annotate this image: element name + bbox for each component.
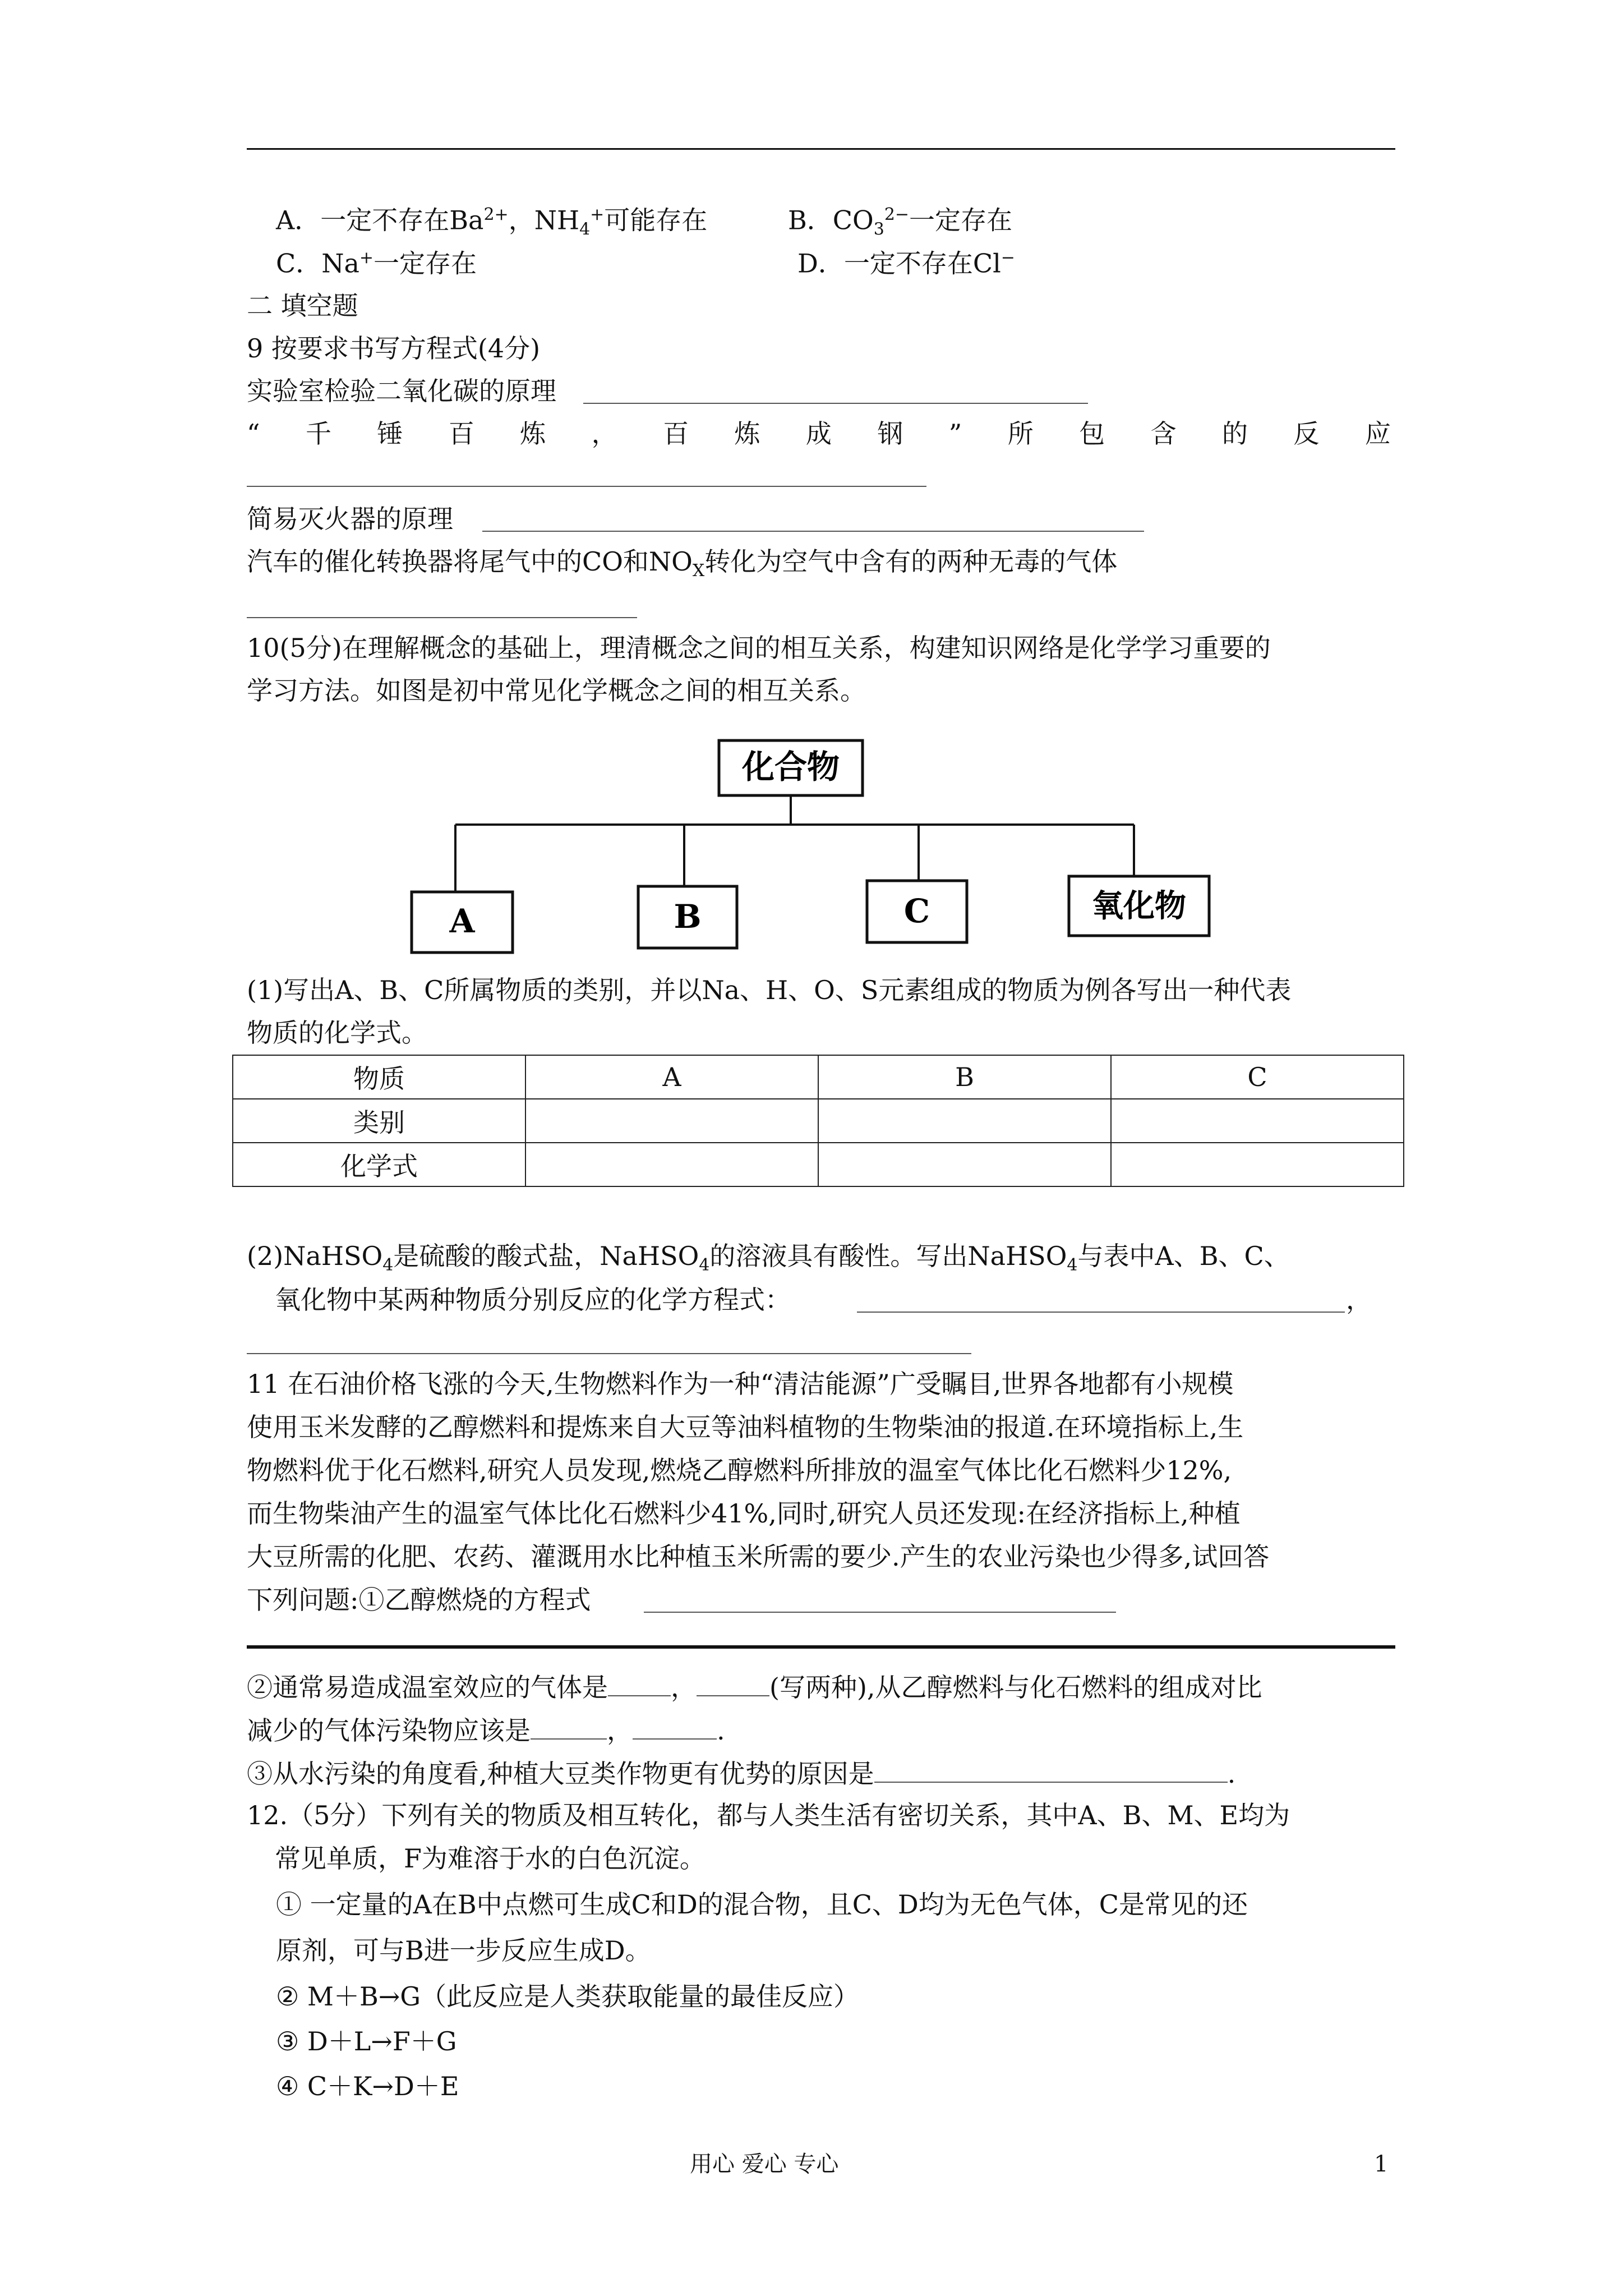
header-rule	[247, 148, 1395, 150]
q10-intro-1: 10(5分)在理解概念的基础上，理清概念之间的相互关系，构建知识网络是化学学习重要的	[247, 633, 1271, 663]
q12-item2: ② M＋B→G（此反应是人类获取能量的最佳反应）	[276, 1981, 860, 2012]
answer-blank[interactable]	[247, 486, 926, 487]
table-header-row	[233, 1055, 1404, 1099]
q9-line1: 实验室检验二氧化碳的原理	[247, 376, 556, 406]
table-row-label: 类别	[233, 1099, 525, 1143]
q12-item4: ④ C＋K→D＋E	[276, 2071, 459, 2101]
diagram-label-a: A	[449, 902, 475, 940]
diagram-label-b: B	[674, 898, 702, 936]
q10-part2-line2: 氧化物中某两种物质分别反应的化学方程式：	[275, 1285, 791, 1315]
table-header-cell: B	[818, 1055, 1111, 1099]
q11-part2-line1: ②通常易造成温室效应的气体是 ， (写两种),从乙醇燃料与化石燃料的组成对比	[247, 1672, 1262, 1703]
answer-blank[interactable]	[857, 1312, 1345, 1313]
q10-part2-line1: (2)NaHSO$_4$是硫酸的酸式盐，NaHSO$_4$的溶液具有酸性。写出NaHSO$_4$与表中A、B、C、	[247, 1241, 1290, 1276]
answer-blank[interactable]	[697, 1673, 769, 1696]
page-number: 1	[1374, 2151, 1389, 2177]
q10-part2-comma: ，	[1346, 1285, 1372, 1315]
answer-blank[interactable]	[482, 531, 1144, 532]
answer-blank[interactable]	[583, 403, 1088, 404]
table-answer-cell[interactable]	[1111, 1143, 1404, 1186]
q11-line-3: 物燃料优于化石燃料,研究人员发现,燃烧乙醇燃料所排放的温室气体比化石燃料少12%,	[247, 1455, 1232, 1485]
diagram-root-label: 化合物	[741, 748, 840, 786]
q10-intro-2: 学习方法。如图是初中常见化学概念之间的相互关系。	[247, 675, 866, 706]
table-header-cell: A	[525, 1055, 818, 1099]
table-row	[233, 1143, 1404, 1186]
q12-item3: ③ D＋L→F＋G	[276, 2026, 457, 2056]
table-row-label: 化学式	[233, 1143, 525, 1186]
q11-line-2: 使用玉米发酵的乙醇燃料和提炼来自大豆等油料植物的生物柴油的报道.在环境指标上,生	[247, 1412, 1244, 1442]
q9-line2: “ 千 锤 百 炼 ， 百 炼 成 钢 ” 所 包 含 的 反 应	[247, 418, 1391, 449]
q11-line-1: 11 在石油价格飞涨的今天,生物燃料作为一种“清洁能源”广受瞩目,世界各地都有小规模	[247, 1369, 1234, 1399]
q12-item1-line2: 原剂，可与B进一步反应生成D。	[276, 1935, 651, 1966]
table-answer-cell[interactable]	[1111, 1099, 1404, 1143]
option-c: C．Na+一定存在	[276, 248, 477, 279]
concept-diagram	[404, 729, 1245, 965]
table-answer-cell[interactable]	[818, 1099, 1111, 1143]
table-answer-cell[interactable]	[525, 1099, 818, 1143]
table-answer-cell[interactable]	[818, 1143, 1111, 1186]
q11-line-4: 而生物柴油产生的温室气体比化石燃料少41%,同时,研究人员还发现:在经济指标上,种植	[247, 1498, 1241, 1529]
q12-line1: 12.（5分）下列有关的物质及相互转化，都与人类生活有密切关系，其中A、B、M、E均为	[247, 1800, 1290, 1830]
q11-line-6: 下列问题:①乙醇燃烧的方程式	[247, 1585, 591, 1615]
answer-table	[232, 1055, 1404, 1187]
q11-part3: ③从水污染的角度看,种植大豆类作物更有优势的原因是 .	[247, 1759, 1236, 1789]
q10-part1-line2: 物质的化学式。	[247, 1018, 427, 1048]
answer-blank[interactable]	[633, 1716, 717, 1740]
q12-line2: 常见单质，F为难溶于水的白色沉淀。	[275, 1843, 706, 1874]
answer-blank[interactable]	[874, 1759, 1228, 1783]
table-header-cell: C	[1111, 1055, 1404, 1099]
option-d: D．一定不存在Cl−	[797, 248, 1015, 279]
answer-blank[interactable]	[247, 1353, 971, 1354]
section-title: 二 填空题	[247, 291, 358, 321]
footer-motto: 用心 爱心 专心	[690, 2151, 839, 2177]
diagram-label-oxide: 氧化物	[1092, 887, 1186, 924]
option-a: A．一定不存在$Ba^{2+}$，$NH_4^+$可能存在	[276, 205, 708, 240]
answer-blank[interactable]	[608, 1673, 671, 1696]
option-b: B．$CO_3^{2-}$一定存在	[788, 205, 1013, 240]
q11-part2-line2: 减少的气体污染物应该是 ， .	[247, 1715, 725, 1746]
section-divider	[247, 1645, 1395, 1649]
q9-title: 9 按要求书写方程式(4分)	[247, 333, 541, 364]
table-row	[233, 1099, 1404, 1143]
q9-line3: 简易灭火器的原理	[247, 504, 453, 534]
q12-item1-line1: ① 一定量的A在B中点燃可生成C和D的混合物，且C、D均为无色气体，C是常见的还	[276, 1889, 1248, 1920]
diagram-label-c: C	[903, 892, 930, 930]
answer-blank[interactable]	[247, 617, 637, 618]
q9-line4: 汽车的催化转换器将尾气中的CO和$NO_X$转化为空气中含有的两种无毒的气体	[247, 546, 1118, 581]
q11-line-5: 大豆所需的化肥、农药、灌溉用水比种植玉米所需的要少.产生的农业污染也少得多,试回答	[247, 1542, 1270, 1572]
answer-blank[interactable]	[644, 1612, 1116, 1613]
table-answer-cell[interactable]	[525, 1143, 818, 1186]
answer-blank[interactable]	[531, 1716, 607, 1740]
table-header-cell: 物质	[233, 1055, 525, 1099]
q10-part1-line1: (1)写出A、B、C所属物质的类别，并以Na、H、O、S元素组成的物质为例各写出一种代表	[247, 975, 1292, 1005]
